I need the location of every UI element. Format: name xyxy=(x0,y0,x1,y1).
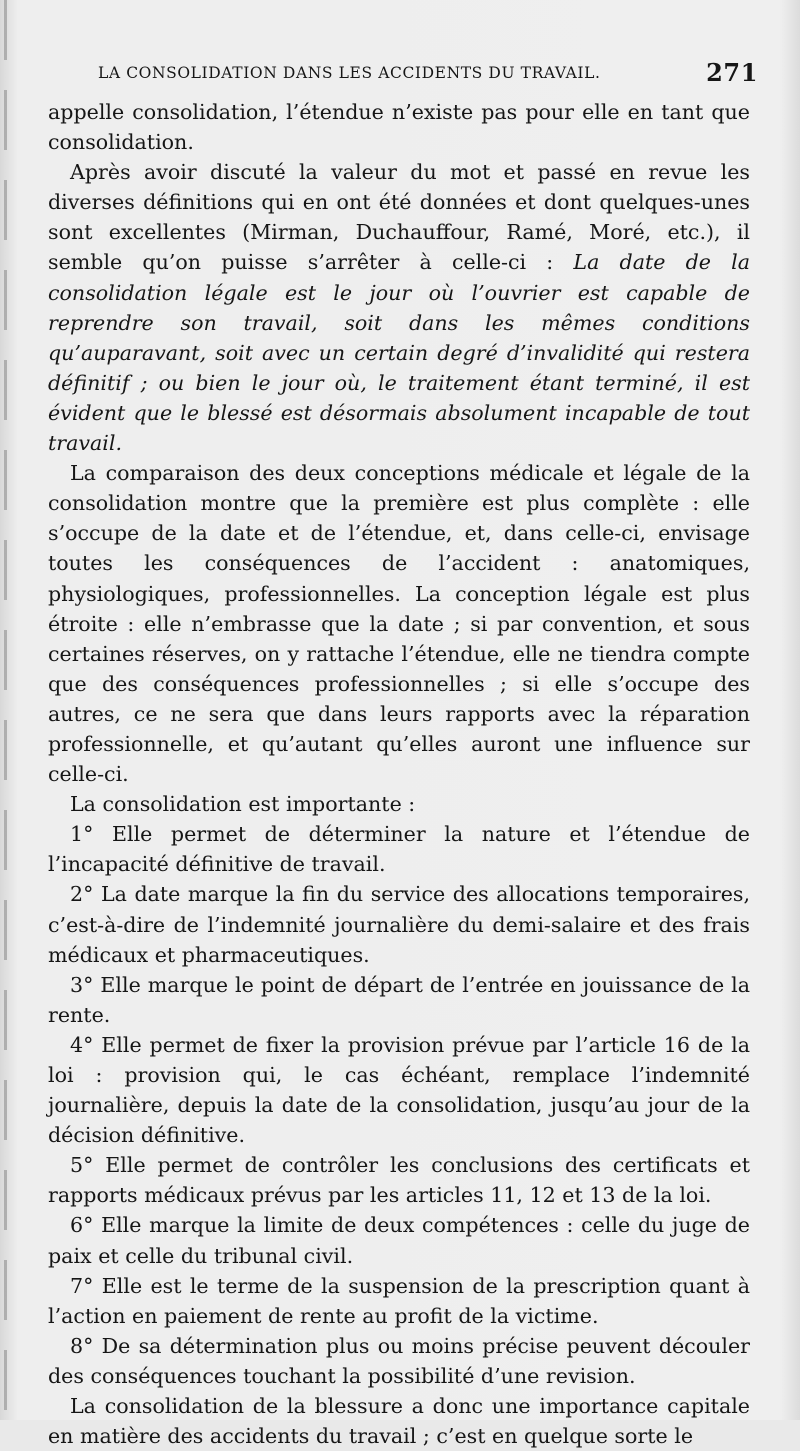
list-item-4 xyxy=(48,1030,750,1150)
page-number: 271 xyxy=(706,58,758,87)
page-body xyxy=(48,97,750,1451)
list-item-text: 4° Elle permet de fixer la provision prévue par l’article 16 de la loi : provision qui, le cas échéant, remplace l’indemnité journalière, depuis la date de la consolidation, jusqu’au jour de la décision définitive. xyxy=(48,1032,750,1148)
list-item-text: 5° Elle permet de contrôler les conclusions des certificats et rapports médicaux prévus par les articles 11, 12 et 13 de la loi. xyxy=(48,1153,750,1208)
page-gutter-shadow xyxy=(4,0,7,1420)
list-item-text: 6° Elle marque la limite de deux compétences : celle du juge de paix et celle du tribunal civil. xyxy=(48,1213,750,1268)
definition-italic-text: La date de la consolidation légale est le jour où l’ouvrier est capable de reprendre son travail, soit dans les mêmes conditions qu’auparavant, soit avec un certain degré d’invalidité qui restera définitif ; ou bien le jour où, le traitement étant terminé, il est évident que le blessé est désormais absolument incapable de tout travail. xyxy=(48,250,751,456)
paragraph-text: La comparaison des deux conceptions médicale et légale de la consolidation montre que la première est plus complète : elle s’occupe de la date et de l’étendue, et, dans celle-ci, envisage toutes les conséquences de l’accident : anatomiques, physiologiques, professionnelles. La conception légale est plus étroite : elle n’embrasse que la date ; si par convention, et sous certaines réserves, on y rattache l’étendue, elle ne tiendra compte que des conséquences professionnelles ; si elle s’occupe des autres, ce ne sera que dans leurs rapports avec la réparation professionnelle, et qu’autant qu’elles auront une influence sur celle-ci. xyxy=(48,461,750,787)
list-item-1 xyxy=(48,819,750,879)
page-header xyxy=(98,58,758,90)
list-item-text: 7° Elle est le terme de la suspension de la prescription quant à l’action en paiement de rente au profit de la victime. xyxy=(48,1273,750,1328)
paragraph-text: La consolidation de la blessure a donc une importance capitale en matière des accidents du travail ; c’est en quelque sorte le xyxy=(48,1394,750,1449)
paragraph-text: La consolidation est importante : xyxy=(70,792,416,817)
list-item-text: 3° Elle marque le point de départ de l’entrée en jouissance de la rente. xyxy=(48,972,750,1027)
paragraph-comparison xyxy=(48,458,750,789)
list-item-3 xyxy=(48,970,750,1030)
paragraph-importance-intro xyxy=(48,789,750,819)
list-item-text: 1° Elle permet de déterminer la nature et l’étendue de l’incapacité définitive de travail. xyxy=(48,822,750,877)
list-item-text: 8° De sa détermination plus ou moins précise peuvent découler des conséquences touchant la possibilité d’une revision. xyxy=(48,1333,750,1388)
list-item-2 xyxy=(48,879,750,969)
paragraph-conclusion xyxy=(48,1391,750,1451)
list-item-5 xyxy=(48,1150,750,1210)
running-head: LA CONSOLIDATION DANS LES ACCIDENTS DU TRAVAIL. xyxy=(98,64,601,82)
list-item-6 xyxy=(48,1210,750,1270)
paragraph-text: Après avoir discuté la valeur du mot et passé en revue les diverses définitions qui en ont été données et dont quelques-unes sont excellentes (Mirman, Duchauffour, Ramé, Moré, etc.), il semble qu’on puisse s’arrêter à celle-ci : xyxy=(48,160,750,275)
list-item-7 xyxy=(48,1271,750,1331)
list-item-8 xyxy=(48,1331,750,1391)
list-item-text: 2° La date marque la fin du service des allocations temporaires, c’est-à-dire de l’indemnité journalière du demi-salaire et des frais médicaux et pharmaceutiques. xyxy=(48,882,750,967)
paragraph-text: appelle consolidation, l’étendue n’existe pas pour elle en tant que consolidation. xyxy=(48,100,750,155)
paragraph-continuation xyxy=(48,97,750,157)
paragraph-definition xyxy=(48,157,750,458)
